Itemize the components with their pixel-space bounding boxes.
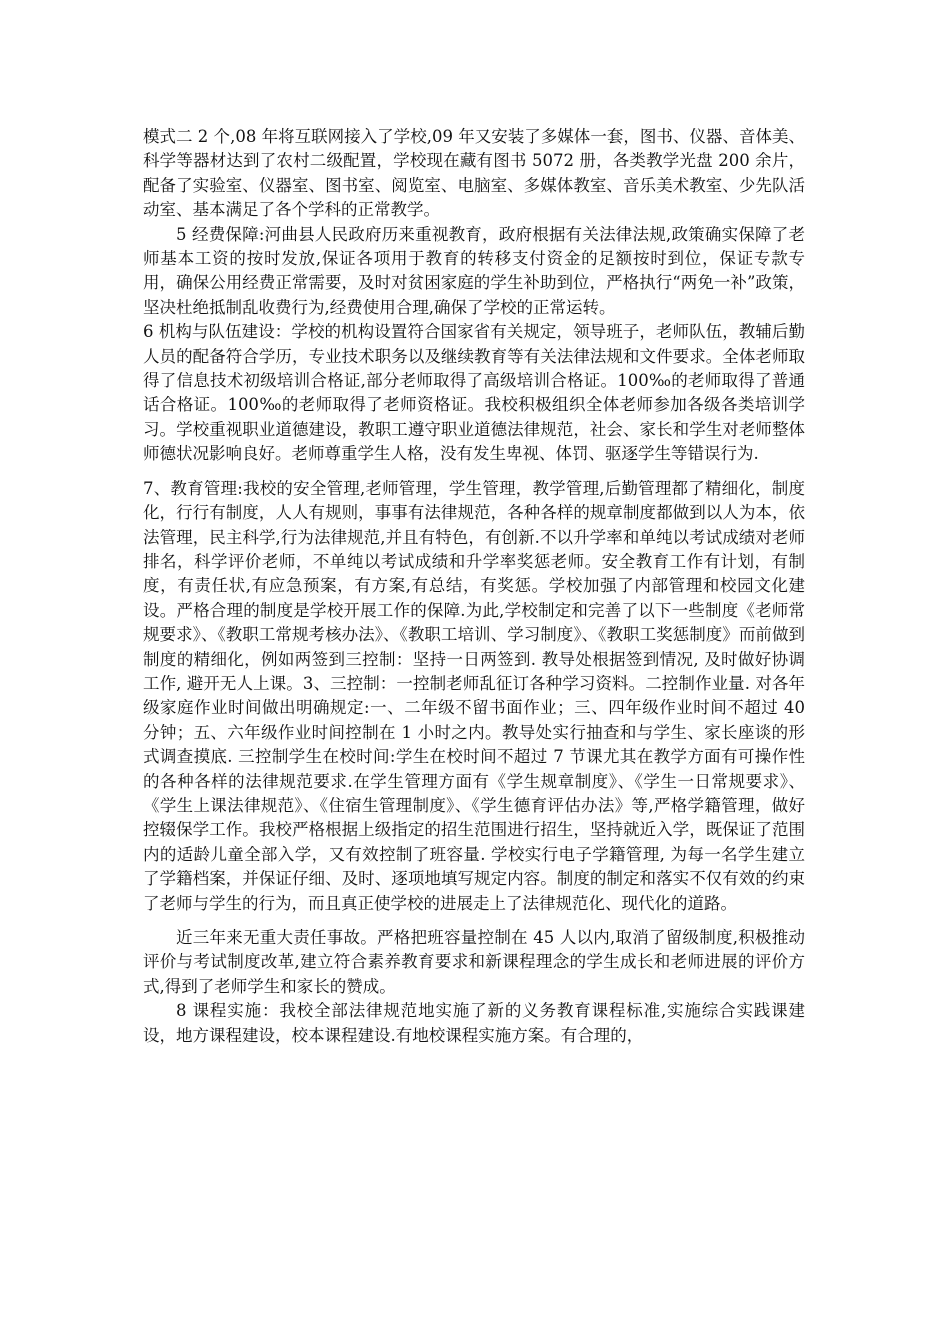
paragraph-funding: 5 经费保障:河曲县人民政府历来重视教育，政府根据有关法律法规,政策确实保障了老师基本工资的按时发放,保证各项用于教育的转移支付资金的足额按时到位，保证专款专用，确保公用经费正常需要，及时对贫困家庭的学生补助到位，严格执行“两免一补”政策，坚决杜绝抵制乱收费行为,经费使用合理,确保了学校的正常运转。	[143, 224, 805, 317]
paragraph-curriculum: 8 课程实施：我校全部法律规范地实施了新的义务教育课程标准,实施综合实践课建设，地方课程建设，校本课程建设.有地校课程实施方案。有合理的，	[143, 1001, 805, 1045]
paragraph-facilities: 模式二 2 个,08 年将互联网接入了学校,09 年又安装了多媒体一套，图书、仪器、音体美、科学等器材达到了农村二级配置，学校现在藏有图书 5072 册，各类教学光盘 200 余片，配备了实验室、仪器室、图书室、阅览室、电脑室、多媒体教室、音乐美术教室、少先队活动室、基本满足了各个学科的正常教学。	[143, 127, 805, 220]
document-page	[143, 125, 805, 1048]
paragraph-safety: 近三年来无重大责任事故。严格把班容量控制在 45 人以内,取消了留级制度,积极推动评价与考试制度改革,建立符合素养教育要求和新课程理念的学生成长和老师进展的评价方式,得到了老师学生和家长的赞成。	[143, 928, 805, 996]
paragraph-management: 7、教育管理:我校的安全管理,老师管理，学生管理，教学管理,后勤管理都了精细化，制度化，行行有制度，人人有规则，事事有法律规范，各种各样的规章制度都做到以人为本，依法管理，民主科学,行为法律规范,并且有特色，有创新.不以升学率和单纯以考试成绩对老师排名，科学评价老师，不单纯以考试成绩和升学率奖惩老师。安全教育工作有计划，有制度，有责任状,有应急预案，有方案,有总结，有奖惩。学校加强了内部管理和校园文化建设。严格合理的制度是学校开展工作的保障.为此,学校制定和完善了以下一些制度《老师常规要求》、《教职工常规考核办法》、《教职工培训、学习制度》、《教职工奖惩制度》而前做到制度的精细化，例如两签到三控制：坚持一日两签到. 教导处根据签到情况, 及时做好协调工作, 避开无人上课。3、三控制：一控制老师乱征订各种学习资料。二控制作业量. 对各年级家庭作业时间做出明确规定:一、二年级不留书面作业；三、四年级作业时间不超过 40 分钟；五、六年级作业时间控制在 1 小时之内。教导处实行抽查和与学生、家长座谈的形式调查摸底. 三控制学生在校时间:学生在校时间不超过 7 节课尤其在教学方面有可操作性的各种各样的法律规范要求.在学生管理方面有《学生规章制度》、《学生一日常规要求》、《学生上课法律规范》、《住宿生管理制度》、《学生德育评估办法》等,严格学籍管理，做好控辍保学工作。我校严格根据上级指定的招生范围进行招生，坚持就近入学，既保证了范围内的适龄儿童全部入学，又有效控制了班容量. 学校实行电子学籍管理, 为每一名学生建立了学籍档案，并保证仔细、及时、逐项地填写规定内容。制度的制定和落实不仅有效的约束了老师与学生的行为，而且真正使学校的进展走上了法律规范化、现代化的道路。	[143, 478, 805, 913]
paragraph-staffing: 6 机构与队伍建设：学校的机构设置符合国家省有关规定，领导班子，老师队伍，教辅后勤人员的配备符合学历，专业技术职务以及继续教育等有关法律法规和文件要求。全体老师取得了信息技术初级培训合格证,部分老师取得了高级培训合格证。100‰的老师取得了普通话合格证。100‰的老师取得了老师资格证。我校积极组织全体老师参加各级各类培训学习。学校重视职业道德建设，教职工遵守职业道德法律规范，社会、家长和学生对老师整体师德状况影响良好。老师尊重学生人格，没有发生卑视、体罚、驱逐学生等错误行为.	[143, 322, 805, 464]
